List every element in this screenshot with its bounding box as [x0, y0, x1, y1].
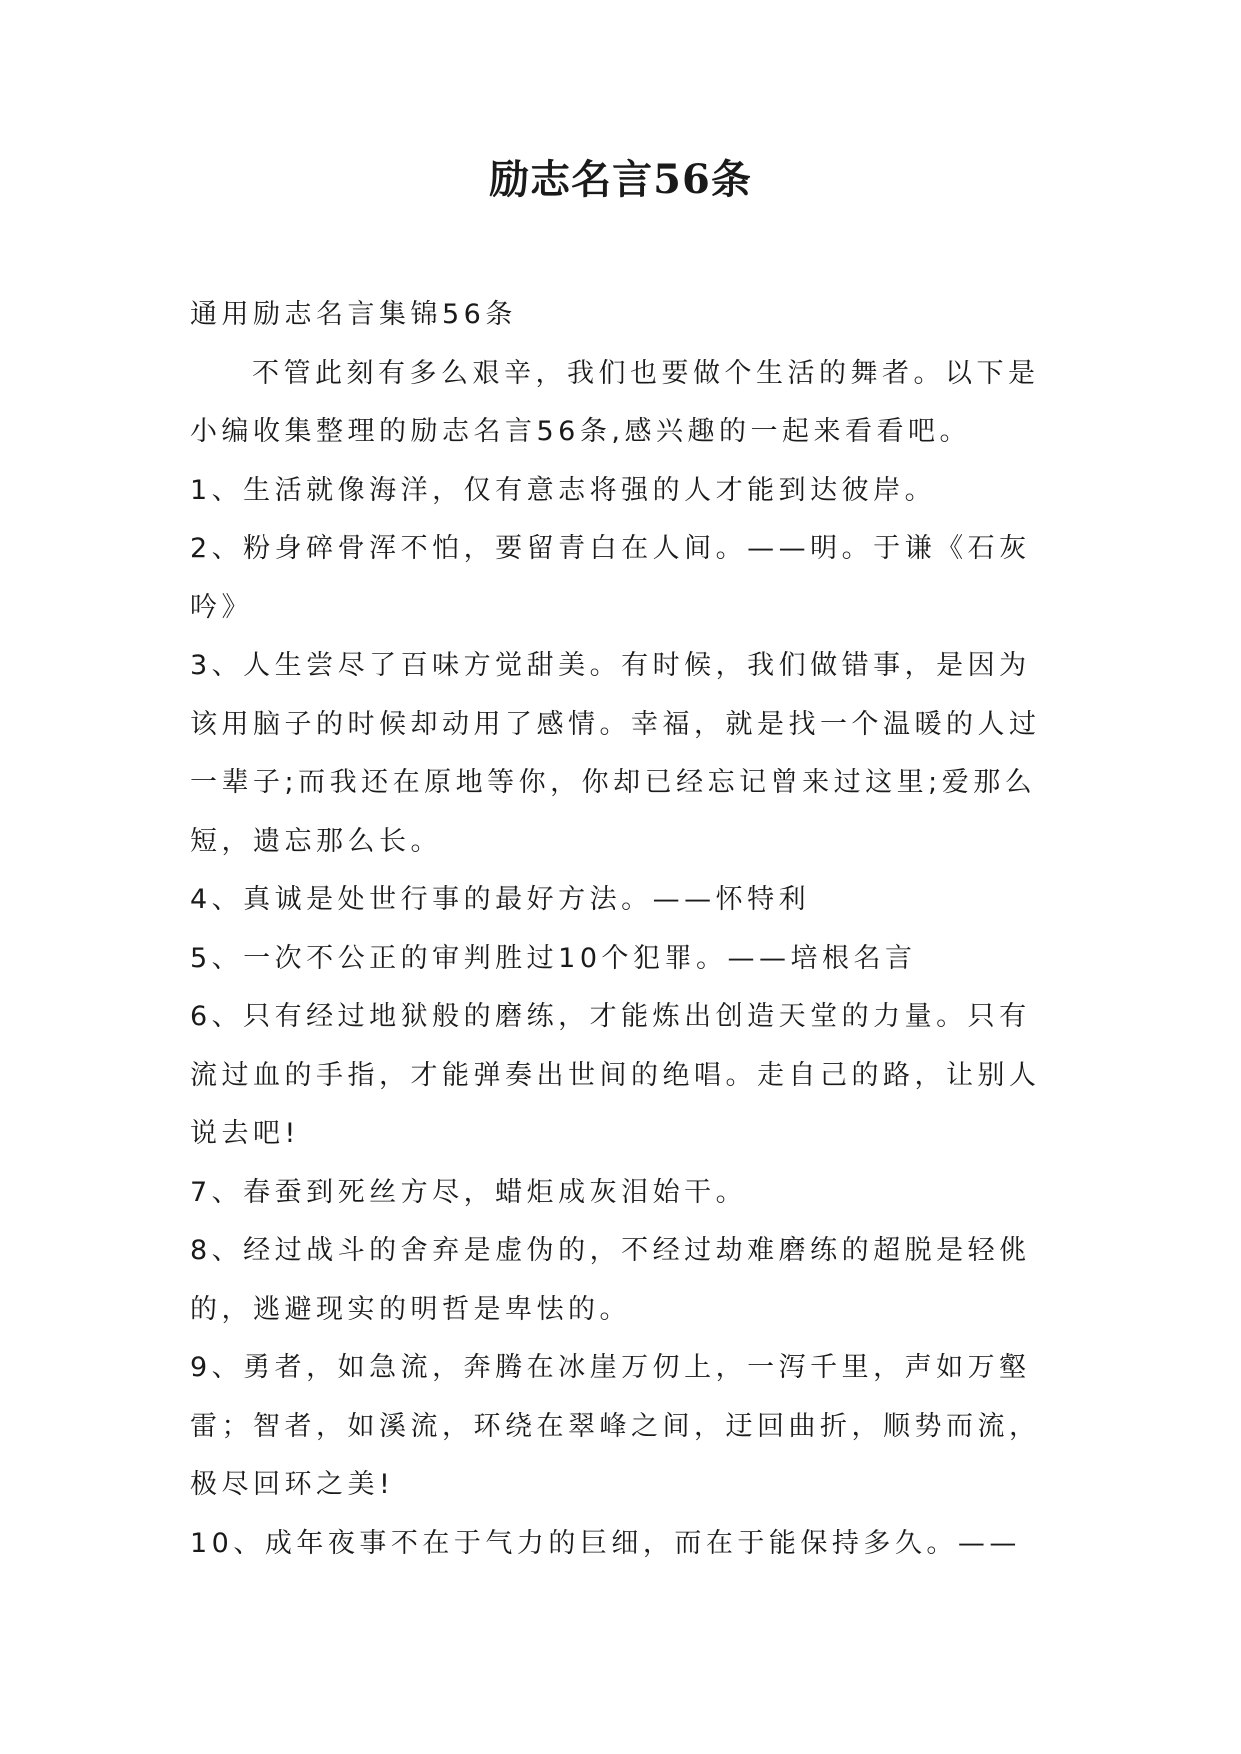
quote-item: 8、经过战斗的舍弃是虚伪的，不经过劫难磨练的超脱是轻佻的，逃避现实的明哲是卑怯的。 [190, 1235, 1031, 1325]
quote-item: 3、人生尝尽了百味方觉甜美。有时候，我们做错事，是因为该用脑子的时候却动用了感情。幸福，就是找一个温暖的人过一辈子;而我还在原地等你，你却已经忘记曾来过这里;爱那么短，遗忘那么长。 [190, 650, 1041, 857]
quote-item: 4、真诚是处世行事的最好方法。——怀特利 [190, 884, 811, 915]
document-title: 励志名言56条 [489, 156, 752, 203]
quote-item: 6、只有经过地狱般的磨练，才能炼出创造天堂的力量。只有流过血的手指，才能弹奏出世间的绝唱。走自己的路，让别人说去吧! [190, 1001, 1041, 1149]
quote-item: 5、一次不公正的审判胜过10个犯罪。——培根名言 [190, 942, 917, 974]
intro-paragraph: 不管此刻有多么艰辛，我们也要做个生活的舞者。以下是小编收集整理的励志名言56条,感兴趣的一起来看看吧。 [190, 357, 1040, 447]
quote-item: 1、生活就像海洋，仅有意志将强的人才能到达彼岸。 [190, 474, 937, 506]
document-body [190, 286, 1062, 1573]
quote-item: 7、春蚕到死丝方尽，蜡炬成灰泪始干。 [190, 1176, 748, 1208]
quote-item: 9、勇者，如急流，奔腾在冰崖万仞上，一泻千里，声如万壑雷；智者，如溪流，环绕在翠峰之间，迂回曲折，顺势而流，极尽回环之美! [190, 1352, 1041, 1500]
document-subtitle: 通用励志名言集锦56条 [190, 299, 517, 330]
quote-item: 10、成年夜事不在于气力的巨细，而在于能保持多久。—— [190, 1527, 1021, 1559]
quote-item: 2、粉身碎骨浑不怕，要留青白在人间。——明。于谦《石灰吟》 [190, 533, 1031, 623]
